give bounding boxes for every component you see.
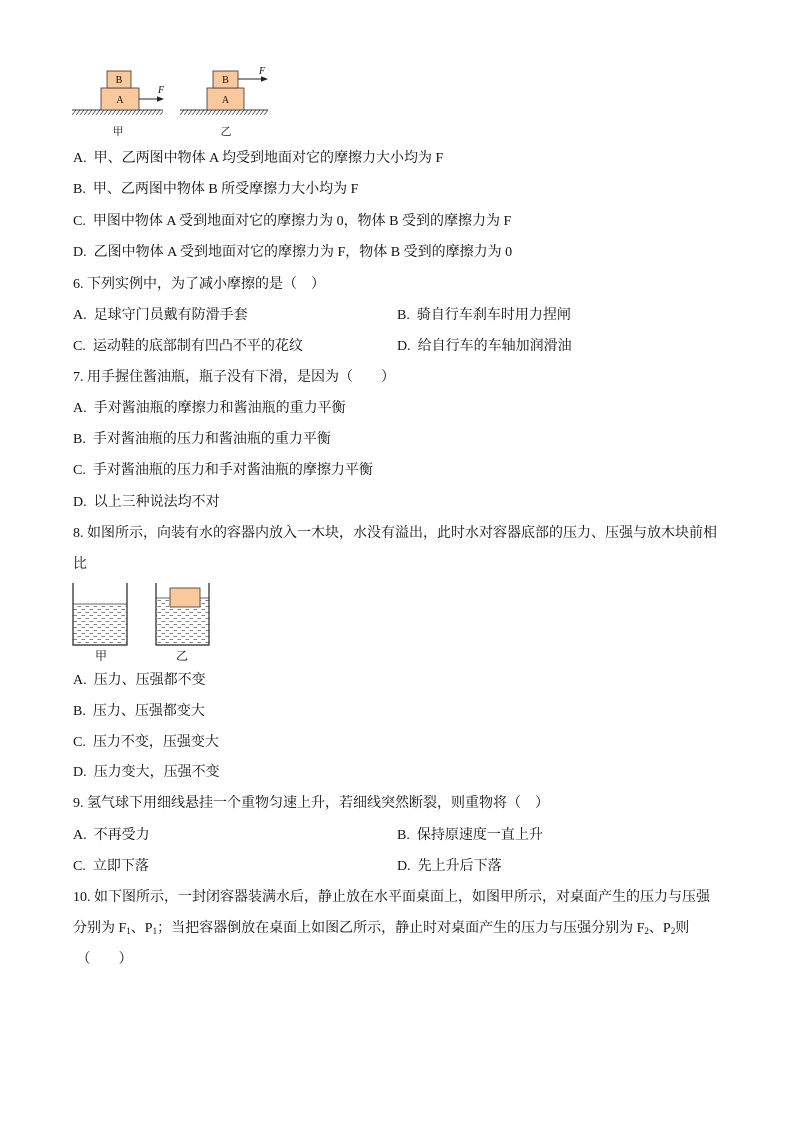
q9-stem: 9. 氢气球下用细线悬挂一个重物匀速上升，若细线突然断裂，则重物将（ ） <box>73 796 549 811</box>
q9-option-a: A. 不再受力 <box>73 828 150 843</box>
q6-option-a: A. 足球守门员戴有防滑手套 <box>73 308 248 323</box>
container-jia <box>73 583 127 663</box>
ground-hatching <box>72 110 163 115</box>
panel-caption: 甲 <box>112 126 124 138</box>
text-segment: ；当把容器倒放在桌面上如图乙所示，静止时对桌面产生的压力与压强分别为 F <box>157 921 645 936</box>
force-arrowhead <box>261 76 268 81</box>
q7-option-a: A. 手对酱油瓶的摩擦力和酱油瓶的重力平衡 <box>73 401 346 416</box>
q8-option-c: C. 压力不变，压强变大 <box>73 735 219 750</box>
panel-caption: 乙 <box>220 126 232 138</box>
text-segment: 、P <box>130 921 153 936</box>
force-arrowhead <box>157 96 164 101</box>
q6-stem: 6. 下列实例中，为了减小摩擦的是（ ） <box>73 277 325 292</box>
container-caption: 乙 <box>175 649 189 663</box>
q5-option-c: C. 甲图中物体 A 受到地面对它的摩擦力为 0，物体 B 受到的摩擦力为 F <box>73 214 512 229</box>
text-segment: 则 <box>675 921 690 936</box>
panel-jia <box>72 71 165 138</box>
q9-option-c: C. 立即下落 <box>73 859 149 874</box>
ground-hatching <box>180 110 268 115</box>
force-label: F <box>158 85 165 96</box>
text-segment: 分别为 F <box>73 921 127 936</box>
q6-option-b: B. 骑自行车刹车时用力捏闸 <box>397 308 571 323</box>
q8-stem-line-2: 比 <box>73 557 87 572</box>
q10-answer-blank: （ ） <box>73 952 133 967</box>
q5-option-a: A. 甲、乙两图中物体 A 均受到地面对它的摩擦力大小均为 F <box>73 151 444 166</box>
q10-stem-line-2 <box>73 919 689 939</box>
block-a-label: A <box>116 95 124 106</box>
q6-option-d: D. 给自行车的车轴加润滑油 <box>397 339 572 354</box>
subscript: 2 <box>670 926 676 936</box>
q8-stem-line-1: 8. 如图所示，向装有水的容器内放入一木块，水没有溢出，此时水对容器底部的压力、压强与放木块前相 <box>73 526 717 541</box>
water-body <box>73 604 127 645</box>
q10-stem-line-1: 10. 如下图所示，一封闭容器装满水后，静止放在水平面桌面上，如图甲所示，对桌面产生的压力与压强 <box>73 890 710 905</box>
subscript: 1 <box>152 926 158 936</box>
q5-option-d: D. 乙图中物体 A 受到地面对它的摩擦力为 F，物体 B 受到的摩擦力为 0 <box>73 245 513 260</box>
force-label: F <box>259 66 266 77</box>
panel-yi <box>180 66 268 138</box>
q7-option-b: B. 手对酱油瓶的压力和酱油瓶的重力平衡 <box>73 432 331 447</box>
q5-option-b: B. 甲、乙两图中物体 B 所受摩擦力大小均为 F <box>73 182 359 197</box>
q5-friction-diagram <box>60 60 280 140</box>
text-segment: 、P <box>648 921 671 936</box>
q7-stem: 7. 用手握住酱油瓶，瓶子没有下滑，是因为（ ） <box>73 370 395 385</box>
q9-option-d: D. 先上升后下落 <box>397 859 502 874</box>
container-yi <box>156 583 209 663</box>
q8-option-b: B. 压力、压强都变大 <box>73 704 205 719</box>
block-a-label: A <box>221 95 230 106</box>
q7-option-c: C. 手对酱油瓶的压力和手对酱油瓶的摩擦力平衡 <box>73 463 373 478</box>
subscript: 2 <box>644 926 649 936</box>
subscript: 1 <box>126 926 131 936</box>
q8-option-d: D. 压力变大，压强不变 <box>73 765 220 780</box>
q8-container-diagram <box>65 578 225 668</box>
q9-option-b: B. 保持原速度一直上升 <box>397 828 543 843</box>
q7-option-d: D. 以上三种说法均不对 <box>73 495 220 510</box>
q6-option-c: C. 运动鞋的底部制有凹凸不平的花纹 <box>73 339 303 354</box>
wood-block <box>170 588 200 607</box>
q8-option-a: A. 压力、压强都不变 <box>73 673 206 688</box>
block-b-label: B <box>222 75 229 86</box>
block-b-label: B <box>115 75 123 86</box>
container-caption: 甲 <box>94 649 108 663</box>
